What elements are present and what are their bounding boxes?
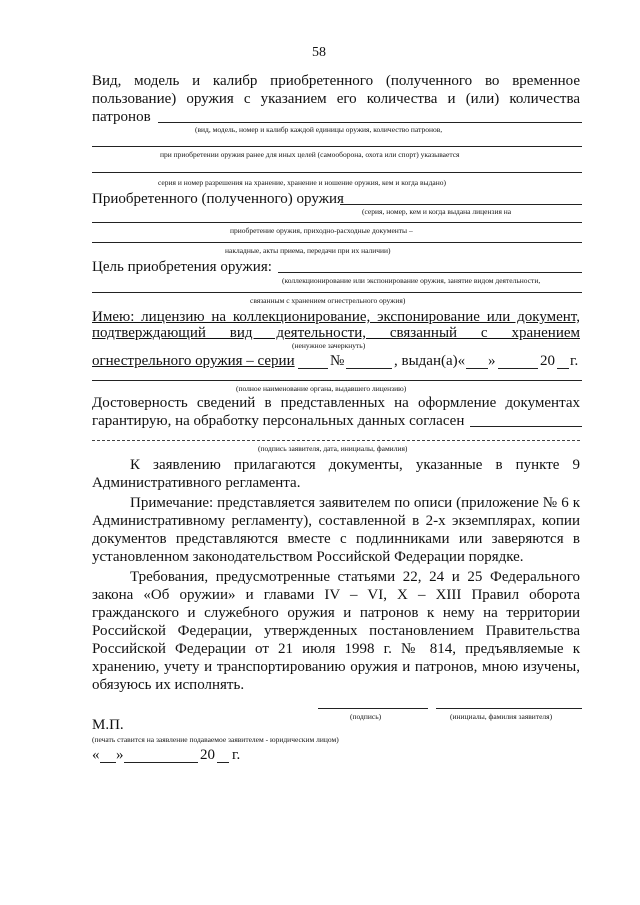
p3-line-5: Российской Федерации от 21 июля 1998 г. № 814, предъявляемые к (92, 641, 580, 657)
acquired-note-1: (серия, номер, кем и когда выдана лицензия на (362, 207, 512, 216)
purpose-note-1: (коллекционирование или экспонирование оружия, занятие видом деятельности, (282, 276, 541, 285)
weapon-fill-line-3[interactable] (92, 172, 582, 173)
purpose-fill-line-2[interactable] (92, 292, 582, 293)
consent-fill-line-1[interactable] (470, 426, 582, 427)
p3-line-1: Требования, предусмотренные статьями 22, 24 и 25 Федерального (130, 569, 580, 585)
date-month-field[interactable] (124, 762, 198, 763)
license-number-sign: № (330, 353, 345, 369)
date-g: г. (232, 747, 241, 763)
license-year: 20 (540, 353, 555, 369)
license-line-3a: огнестрельного оружия – серии (92, 353, 295, 369)
license-strike-note: (ненужное зачеркнуть) (292, 341, 366, 350)
p3-line-7: обязуюсь их исполнять. (92, 677, 245, 693)
stamp-label: М.П. (92, 717, 124, 733)
date-close-quote: » (116, 747, 124, 763)
purpose-fill-line-1[interactable] (278, 272, 582, 273)
weapon-line-1: Вид, модель и калибр приобретенного (полученного во временное (92, 73, 580, 89)
license-month-field[interactable] (498, 368, 538, 369)
date-open-quote: « (92, 747, 100, 763)
weapon-fill-line-1[interactable] (158, 122, 582, 123)
weapon-note-1: (вид, модель, номер и калибр каждой единицы оружия, количество патронов, (195, 125, 443, 134)
weapon-fill-line-2[interactable] (92, 146, 582, 147)
weapon-note-3: серия и номер разрешения на хранение, хранение и ношение оружия, кем и когда выдано) (158, 178, 446, 187)
p2-line-1: Примечание: представляется заявителем по описи (приложение № 6 к (130, 495, 580, 511)
purpose-note-2: связанным с хранением огнестрельного оружия) (250, 296, 406, 305)
license-year-field[interactable] (557, 368, 569, 369)
weapon-line-2: пользование) оружия с указанием его количества и (или) количества (92, 91, 580, 107)
license-series-field[interactable] (298, 368, 328, 369)
license-g: г. (570, 353, 579, 369)
acquired-fill-line-3[interactable] (92, 242, 582, 243)
p3-line-6: хранению, учету и транспортированию оружия и патронов, мною изучены, (92, 659, 580, 675)
acquired-note-3: накладные, акты приема, передачи при их наличии) (225, 246, 391, 255)
consent-note: (подпись заявителя, дата, инициалы, фамилия) (258, 444, 408, 453)
purpose-label: Цель приобретения оружия: (92, 259, 272, 275)
date-year: 20 (200, 747, 215, 763)
license-day-field[interactable] (466, 368, 488, 369)
date-year-field[interactable] (217, 762, 229, 763)
acquired-note-2: приобретение оружия, приходно-расходные документы – (230, 226, 413, 235)
weapon-line-3: патронов (92, 109, 151, 125)
license-line-2: подтверждающий вид деятельности, связанный с хранением (92, 325, 580, 341)
weapon-note-2: при приобретении оружия ранее для иных целей (самооборона, охота или спорт) указывается (160, 150, 460, 159)
p2-line-3: документов представляются вместе с подлинниками или заверяются в (92, 531, 580, 547)
p3-line-2: закона «Об оружии» и главами IV – VI, X – XIII Правил оборота (92, 587, 580, 603)
acquired-label: Приобретенного (полученного) оружия (92, 191, 344, 207)
license-line-1: Имею: лицензию на коллекционирование, экспонирование или документ, (92, 309, 580, 325)
license-number-field[interactable] (346, 368, 392, 369)
p3-line-3: гражданского и служебного оружия и патронов к нему на территории (92, 605, 580, 621)
signature-note: (подпись) (350, 712, 382, 721)
license-org-line[interactable] (92, 380, 582, 381)
name-note: (инициалы, фамилия заявителя) (450, 712, 553, 721)
date-day-field[interactable] (100, 762, 116, 763)
license-quote-close: » (488, 353, 496, 369)
page-number: 58 (312, 45, 326, 60)
signature-line[interactable] (318, 708, 428, 709)
consent-line-1: Достоверность сведений в представленных на оформление документах (92, 395, 580, 411)
p2-line-2: Административному регламенту), составленной в 2-х экземплярах, копии (92, 513, 580, 529)
stamp-note: (печать ставится на заявление подаваемое заявителем - юридическим лицом) (92, 735, 339, 744)
acquired-fill-line-2[interactable] (92, 222, 582, 223)
license-issued: , выдан(а)« (394, 353, 466, 369)
consent-fill-line-2[interactable] (92, 440, 580, 441)
acquired-fill-line-1[interactable] (340, 204, 582, 205)
consent-line-2: гарантирую, на обработку персональных данных согласен (92, 413, 465, 429)
p1-line-1: К заявлению прилагаются документы, указанные в пункте 9 (130, 457, 580, 473)
name-line[interactable] (436, 708, 582, 709)
p3-line-4: Российской Федерации, утвержденных постановлением Правительства (92, 623, 580, 639)
p1-line-2: Административного регламента. (92, 475, 301, 491)
license-org-note: (полное наименование органа, выдавшего лицензию) (236, 384, 407, 393)
p2-line-4: установленном законодательством Российской Федерации порядке. (92, 549, 524, 565)
